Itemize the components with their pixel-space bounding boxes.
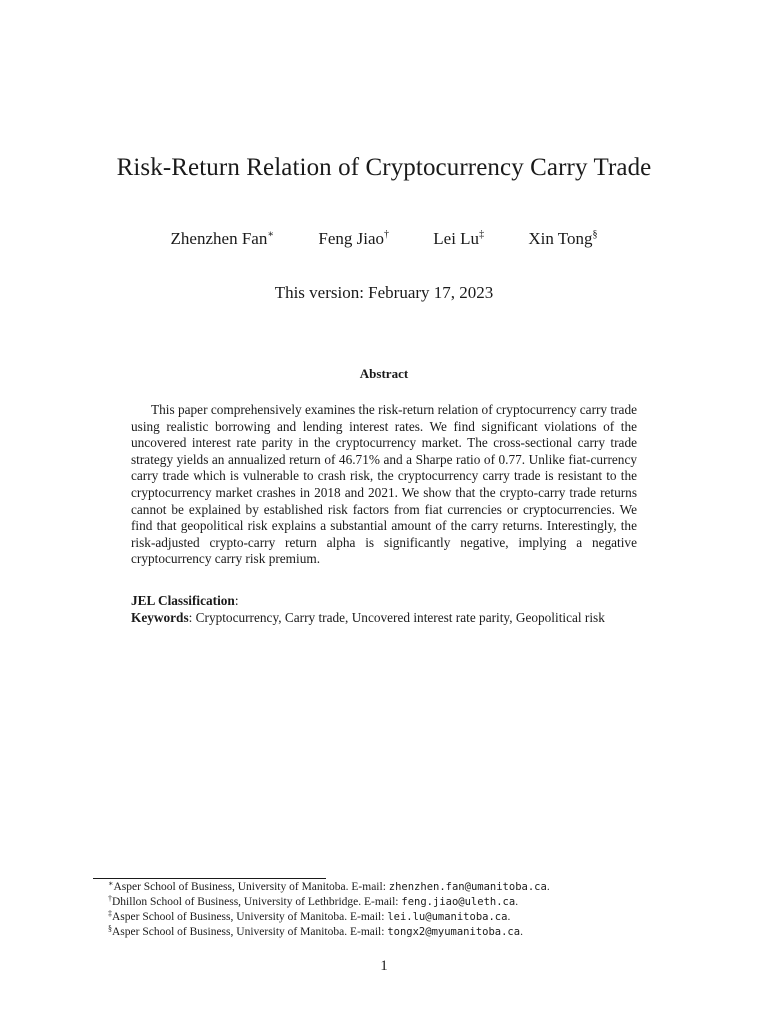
page-number: 1 [380,958,388,974]
abstract-text: This paper comprehensively examines the risk-return relation of cryptocurrency carry trade using realistic borrowing and lending interest rates. We find significant violations of the uncovered interest rate parity in the cryptocurrency market. The cross-sectional carry trade strategy yields an annualized return of 46.71% and a Sharpe ratio of 0.77. Unlike fiat-currency carry trade which is vulnerable to crash risk, the cryptocurrency carry trade is resistant to the cryptocurrency market crashes in 2018 and 2021. We show that the crypto-carry trade returns cannot be explained by established risk factors from fiat currencies or cryptocurrencies. We find that geopolitical risk explains a substantial amount of the carry returns. Interestingly, the risk-adjusted crypto-carry return alpha is significantly negative, implying a negative cryptocurrency carry risk premium. [131,402,637,567]
abstract-heading: Abstract [359,366,409,381]
author-footnote-mark: † [384,229,390,240]
version-date: This version: February 17, 2023 [274,283,494,302]
footnote-end: . [546,881,550,893]
keywords [131,610,637,627]
jel-label: JEL Classification [131,593,235,608]
author-name [433,229,484,249]
author-name-text: Zhenzhen Fan [170,229,268,248]
author-name-text: Lei Lu [433,229,480,248]
footnote [108,925,708,940]
footnote-mark: ∗ [108,879,114,888]
footnote [108,895,708,910]
footnote-affiliation: Dhillon School of Business, University of Lethbridge. E-mail: [112,896,402,908]
jel-classification [131,593,637,610]
footnote [108,910,708,925]
footnote-affiliation: Asper School of Business, University of Manitoba. E-mail: [112,926,388,938]
author-name [528,229,597,249]
author-name [318,229,389,249]
paper-title: Risk-Return Relation of Cryptocurrency Carry Trade [116,154,652,181]
footnote-end: . [515,896,519,908]
author-footnote-mark: ∗ [267,229,275,240]
jel-value: : [234,593,239,608]
author-list [0,229,768,249]
author-footnote-mark: § [592,229,598,240]
footnotes [108,880,708,940]
footnote-email: zhenzhen.fan@umanitoba.ca [388,881,547,893]
footnote-end: . [507,911,511,923]
footnote-affiliation: Asper School of Business, University of Manitoba. E-mail: [112,911,388,923]
author-name-text: Feng Jiao [318,229,385,248]
footnote-email: lei.lu@umanitoba.ca [387,911,508,923]
footnote-mark: † [108,894,112,903]
footnote [108,880,708,895]
footnote-affiliation: Asper School of Business, University of Manitoba. E-mail: [113,881,389,893]
author-footnote-mark: ‡ [479,229,485,240]
footnote-email: feng.jiao@uleth.ca [401,896,516,908]
keywords-value: : Cryptocurrency, Carry trade, Uncovered interest rate parity, Geopolitical risk [188,610,605,625]
author-name [171,229,275,249]
footnote-mark: § [108,924,112,933]
footnote-divider [93,878,326,879]
author-name-text: Xin Tong [528,229,593,248]
keywords-label: Keywords [131,610,189,625]
footnote-end: . [520,926,523,938]
footnote-email: tongx2@myumanitoba.ca [387,926,521,938]
footnote-mark: ‡ [108,909,112,918]
